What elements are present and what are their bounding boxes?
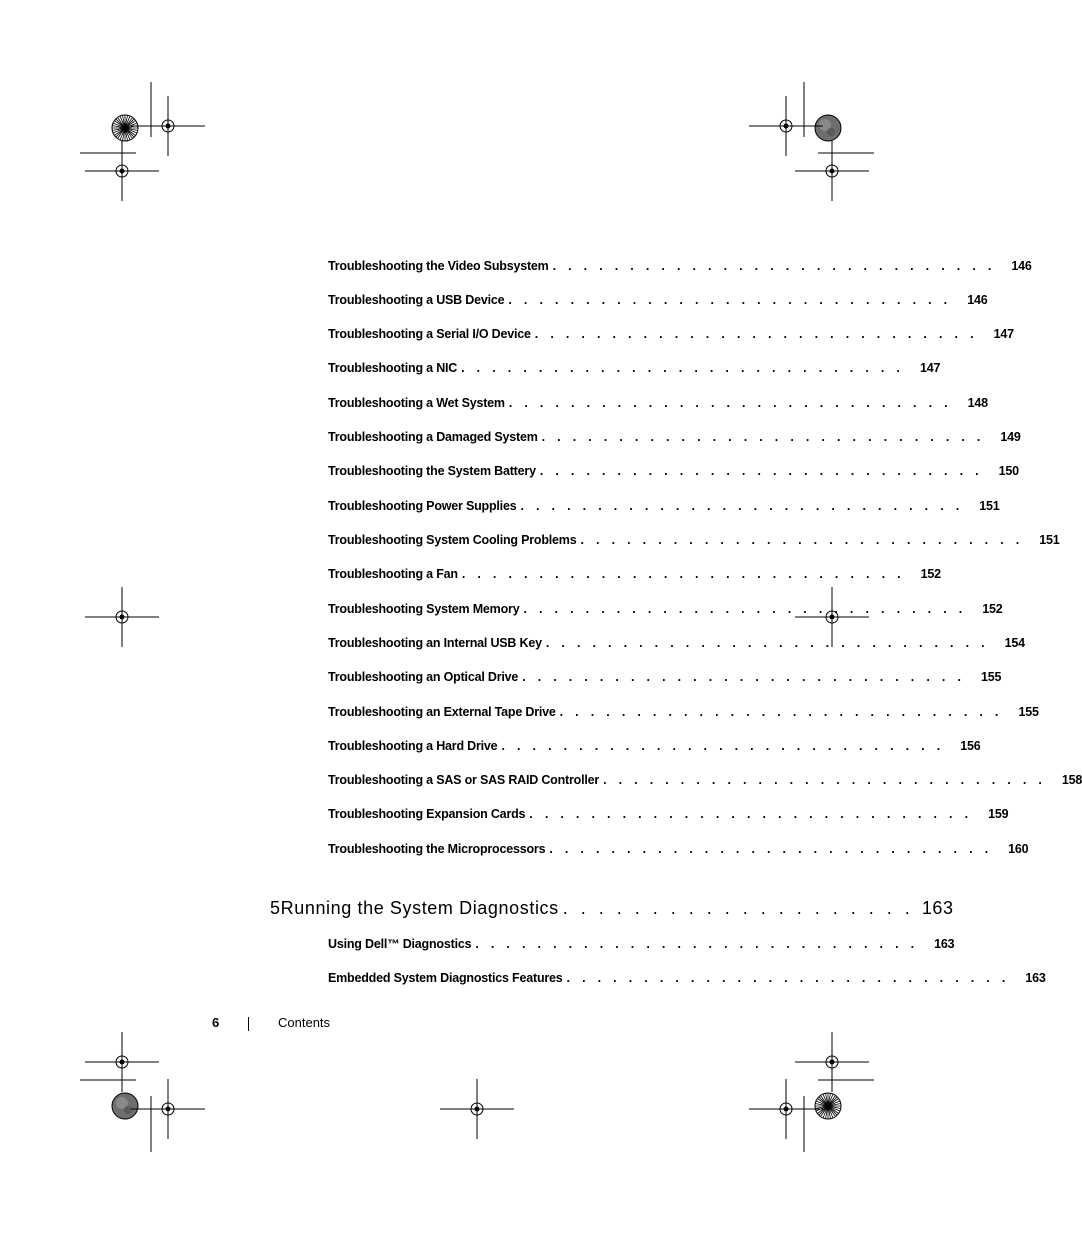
dot-leader: . . . . . . . . . . . . . . . . . . . . . . . . . . . . . <box>552 259 996 273</box>
dot-leader: . . . . . . . . . . . . . . . . . . . . . . . . . . . . . <box>566 971 1010 985</box>
toc-entry[interactable] <box>328 670 1002 690</box>
toc-entry-page: 150 <box>998 464 1019 478</box>
toc-entry[interactable] <box>328 842 1029 862</box>
toc-entry-title: Troubleshooting the Microprocessors <box>328 842 546 856</box>
toc-entry-page: 149 <box>1000 430 1021 444</box>
toc-entry-title: Troubleshooting Power Supplies <box>328 499 517 513</box>
toc-entry-title: Troubleshooting System Memory <box>328 602 520 616</box>
toc-entry[interactable] <box>328 602 1003 622</box>
toc-entry-title: Troubleshooting a Hard Drive <box>328 739 498 753</box>
toc-entry[interactable] <box>328 937 955 957</box>
toc-entry-title: Troubleshooting the Video Subsystem <box>328 259 549 273</box>
footer-divider <box>248 1017 249 1031</box>
toc-entry-page: 160 <box>1008 842 1029 856</box>
dot-leader: . . . . . . . . . . . . . . . . . . . . . . . . . . . . . <box>501 739 945 753</box>
chapter-page: 163 <box>921 898 954 918</box>
chapter-title: Running the System Diagnostics <box>280 898 559 918</box>
toc-entry-page: 158 <box>1061 773 1082 787</box>
dot-leader: . . . . . . . . . . . . . . . . . . . . . . . . . . . . . <box>580 533 1024 547</box>
toc-entry-page: 151 <box>1039 533 1060 547</box>
toc-entry-page: 152 <box>920 567 941 581</box>
dot-leader: . . . . . . . . . . . . . . . . . . . . . . . . . . . . . <box>475 937 919 951</box>
dot-leader: . . . . . . . . . . . . . . . . . . . . . . . . . . . . . <box>508 396 952 410</box>
toc-entry-page: 147 <box>993 327 1014 341</box>
toc-entry-page: 155 <box>1018 705 1039 719</box>
toc-entry[interactable] <box>328 971 1046 991</box>
toc-entry[interactable] <box>328 430 1021 450</box>
dot-leader: . . . . . . . . . . . . . . . . . . . . . . . . . . . . . <box>529 807 973 821</box>
toc-entry[interactable] <box>328 636 1025 656</box>
dot-leader: . . . . . . . . . . . . . . . . . . . . . . . . . . . . . <box>559 705 1003 719</box>
toc-entry[interactable] <box>328 293 988 313</box>
toc-entry-title: Troubleshooting System Cooling Problems <box>328 533 577 547</box>
dot-leader: . . . . . . . . . . . . . . . . . . . . . . . . . . . . . <box>541 430 985 444</box>
toc-entry-page: 147 <box>919 361 941 375</box>
toc-entry-title: Troubleshooting a Damaged System <box>328 430 538 444</box>
footer-section-label: Contents <box>278 1015 331 1030</box>
toc-entry-title: Troubleshooting an External Tape Drive <box>328 705 556 719</box>
toc-entry[interactable] <box>328 327 1014 347</box>
toc-entry-title: Troubleshooting a Wet System <box>328 396 505 410</box>
toc-entry-title: Troubleshooting a Serial I/O Device <box>328 327 531 341</box>
dot-leader: . . . . . . . . . . . . . . . . . . . . . . . . . . . . . <box>523 602 967 616</box>
toc-entry-page: 163 <box>934 937 955 951</box>
dot-leader: . . . . . . . . . . . . . . . . . . . . . . . . . . . . . <box>539 464 983 478</box>
toc-entry-page: 154 <box>1004 636 1025 650</box>
toc-entry-page: 156 <box>960 739 981 753</box>
toc-entry-page: 148 <box>967 396 988 410</box>
toc-entry[interactable] <box>328 361 941 381</box>
toc-entry-title: Troubleshooting an Optical Drive <box>328 670 519 684</box>
toc-entry[interactable] <box>328 739 981 759</box>
toc-entry-title: Embedded System Diagnostics Features <box>328 971 563 985</box>
toc-entry-title: Troubleshooting a SAS or SAS RAID Controller <box>328 773 600 787</box>
toc-entry-page: 152 <box>982 602 1003 616</box>
toc-entry-title: Troubleshooting Expansion Cards <box>328 807 526 821</box>
toc-entry-page: 163 <box>1025 971 1046 985</box>
dot-leader: . . . . . . . . . . . . . . . . . . . . <box>562 898 914 918</box>
toc-entry-title: Troubleshooting an Internal USB Key <box>328 636 542 650</box>
dot-leader: . . . . . . . . . . . . . . . . . . . . . . . . . . . . . <box>603 773 1047 787</box>
chapter-number: 5 <box>270 898 281 918</box>
toc-entry[interactable] <box>328 807 1009 827</box>
toc-entry-title: Troubleshooting a NIC <box>328 361 458 375</box>
dot-leader: . . . . . . . . . . . . . . . . . . . . . . . . . . . . . <box>508 293 952 307</box>
toc-entry-page: 151 <box>979 499 1000 513</box>
toc-entry-title: Troubleshooting the System Battery <box>328 464 536 478</box>
toc-entry-page: 155 <box>980 670 1002 684</box>
toc-entry-page: 159 <box>988 807 1009 821</box>
toc-entry-title: Troubleshooting a Fan <box>328 567 458 581</box>
toc-entry[interactable] <box>328 259 1032 279</box>
toc-entry[interactable] <box>328 396 988 416</box>
toc-entry-title: Troubleshooting a USB Device <box>328 293 505 307</box>
dot-leader: . . . . . . . . . . . . . . . . . . . . . . . . . . . . . <box>522 670 966 684</box>
dot-leader: . . . . . . . . . . . . . . . . . . . . . . . . . . . . . <box>549 842 993 856</box>
toc-entry[interactable] <box>328 533 1060 553</box>
dot-leader: . . . . . . . . . . . . . . . . . . . . . . . . . . . . . <box>461 361 905 375</box>
toc-entry[interactable] <box>328 705 1039 725</box>
toc-entry-title: Using Dell™ Diagnostics <box>328 937 472 951</box>
toc-entry-page: 146 <box>967 293 988 307</box>
toc-entry[interactable] <box>328 773 1082 793</box>
dot-leader: . . . . . . . . . . . . . . . . . . . . . . . . . . . . . <box>545 636 989 650</box>
toc-entry[interactable] <box>328 567 941 587</box>
toc-chapter-heading[interactable] <box>270 898 954 922</box>
dot-leader: . . . . . . . . . . . . . . . . . . . . . . . . . . . . . <box>461 567 905 581</box>
toc-entry[interactable] <box>328 464 1019 484</box>
dot-leader: . . . . . . . . . . . . . . . . . . . . . . . . . . . . . <box>520 499 964 513</box>
toc-entry[interactable] <box>328 499 1000 519</box>
toc-entry-page: 146 <box>1011 259 1032 273</box>
footer-page-number: 6 <box>212 1015 220 1030</box>
dot-leader: . . . . . . . . . . . . . . . . . . . . . . . . . . . . . <box>534 327 978 341</box>
